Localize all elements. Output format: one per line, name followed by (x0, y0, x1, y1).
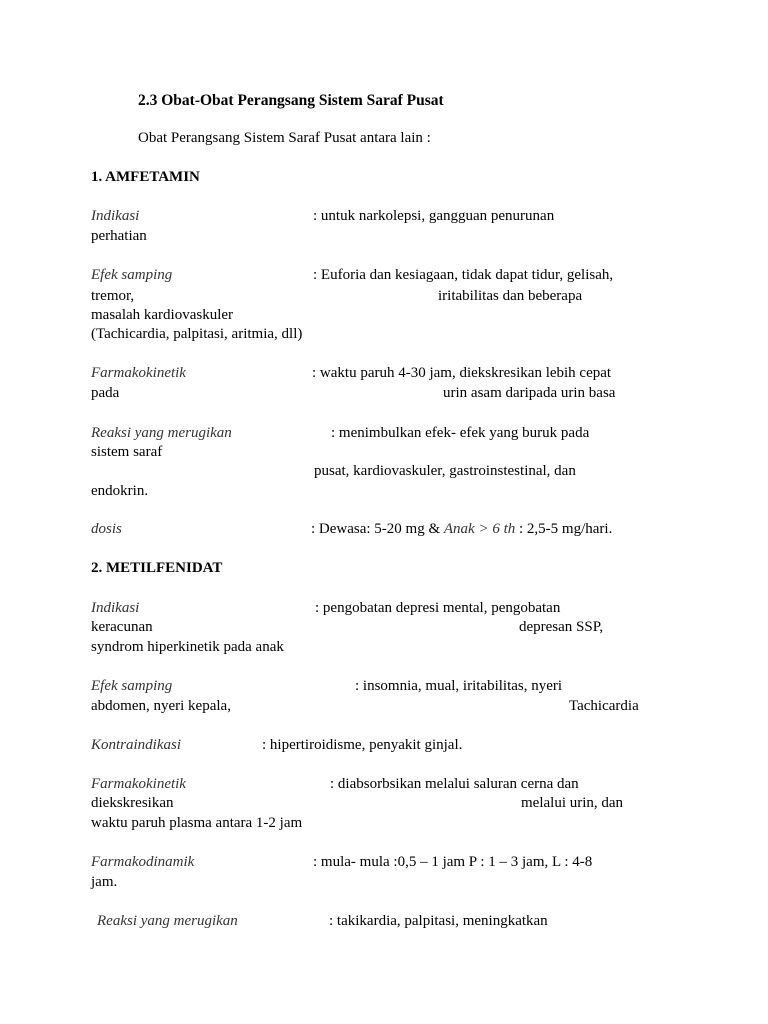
metilfenidat-kontraindikasi-text: : hipertiroidisme, penyakit ginjal. (262, 737, 463, 753)
metilfenidat-reaksi-label: Reaksi yang merugikan (97, 913, 238, 929)
metilfenidat-indikasi-text: : pengobatan depresi mental, pengobatan (315, 600, 561, 616)
metilfenidat-reaksi-text: : takikardia, palpitasi, meningkatkan (329, 913, 548, 929)
metilfenidat-efek-label: Efek samping (91, 678, 173, 694)
metilfenidat-efek-text-2b: Tachicardia (569, 698, 639, 714)
amfetamin-indikasi-text-2: perhatian (91, 228, 147, 244)
amfetamin-efek-text-2b: iritabilitas dan beberapa (438, 288, 583, 304)
amfetamin-farmakokinetik-text-2b: urin asam daripada urin basa (443, 385, 616, 401)
section-title: 2.3 Obat-Obat Perangsang Sistem Saraf Pusat (138, 92, 444, 109)
amfetamin-reaksi-text-2: sistem saraf (91, 444, 163, 460)
dosis-dewasa: : Dewasa: 5-20 mg & (311, 521, 441, 537)
metilfenidat-farmakodinamik-text-2: jam. (91, 874, 118, 890)
amfetamin-farmakokinetik-text: : waktu paruh 4-30 jam, diekskresikan lebih cepat (312, 365, 612, 381)
amfetamin-farmakokinetik-label: Farmakokinetik (91, 365, 186, 381)
amfetamin-reaksi-text-3: pusat, kardiovaskuler, gastroinstestinal, dan (314, 463, 576, 479)
amfetamin-efek-text-2a: tremor, (91, 288, 135, 304)
amfetamin-reaksi-text-4: endokrin. (91, 483, 149, 499)
metilfenidat-farmakodinamik-label: Farmakodinamik (91, 854, 195, 870)
metilfenidat-efek-text-2a: abdomen, nyeri kepala, (91, 698, 231, 714)
metilfenidat-indikasi-text-2b: depresan SSP, (519, 619, 604, 635)
metilfenidat-indikasi-label: Indikasi (91, 600, 140, 616)
amfetamin-dosis-label: dosis (91, 521, 122, 537)
intro-text: Obat Perangsang Sistem Saraf Pusat antara lain : (138, 130, 431, 146)
metilfenidat-farmakokinetik-text: : diabsorbsikan melalui saluran cerna dan (330, 776, 579, 792)
amfetamin-efek-text-3: masalah kardiovaskuler (91, 307, 234, 323)
metilfenidat-farmakodinamik-text: : mula- mula :0,5 – 1 jam P : 1 – 3 jam, L : 4-8 (313, 854, 593, 870)
amfetamin-dosis-text (311, 520, 612, 538)
metilfenidat-farmakokinetik-text-3: waktu paruh plasma antara 1-2 jam (91, 815, 303, 831)
dosis-anak-value: : 2,5-5 mg/hari. (519, 521, 613, 537)
metilfenidat-efek-text: : insomnia, mual, iritabilitas, nyeri (355, 678, 563, 694)
metilfenidat-heading: 2. METILFENIDAT (91, 560, 223, 576)
metilfenidat-kontraindikasi-label: Kontraindikasi (91, 737, 182, 753)
amfetamin-heading: 1. AMFETAMIN (91, 169, 200, 185)
amfetamin-indikasi-text: : untuk narkolepsi, gangguan penurunan (313, 208, 555, 224)
amfetamin-indikasi-label: Indikasi (91, 208, 140, 224)
metilfenidat-farmakokinetik-text-2a: diekskresikan (91, 795, 174, 811)
amfetamin-reaksi-label: Reaksi yang merugikan (91, 425, 232, 441)
amfetamin-efek-text-4: (Tachicardia, palpitasi, aritmia, dll) (91, 326, 303, 342)
amfetamin-efek-text: : Euforia dan kesiagaan, tidak dapat tidur, gelisah, (313, 267, 614, 283)
metilfenidat-farmakokinetik-text-2b: melalui urin, dan (521, 795, 624, 811)
dosis-anak-label: Anak > 6 th (443, 521, 516, 537)
metilfenidat-farmakokinetik-label: Farmakokinetik (91, 776, 186, 792)
amfetamin-farmakokinetik-text-2a: pada (91, 385, 120, 401)
metilfenidat-indikasi-text-3: syndrom hiperkinetik pada anak (91, 639, 284, 655)
amfetamin-reaksi-text: : menimbulkan efek- efek yang buruk pada (331, 425, 590, 441)
metilfenidat-indikasi-text-2a: keracunan (91, 619, 153, 635)
amfetamin-efek-label: Efek samping (91, 267, 173, 283)
